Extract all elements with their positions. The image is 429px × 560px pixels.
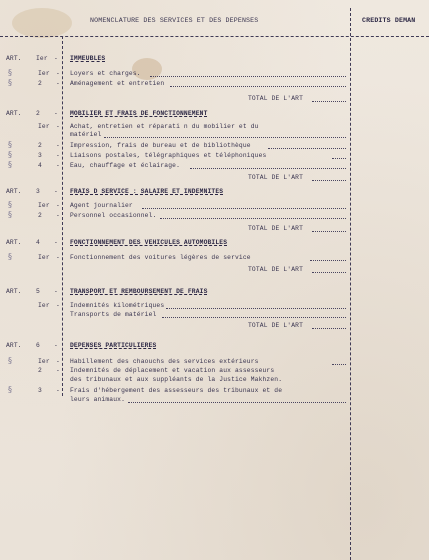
total-label: TOTAL DE L'ART (248, 266, 304, 273)
item-num: 2 (38, 80, 42, 87)
item-num: Ier (38, 202, 50, 209)
item-num: 4 (38, 162, 42, 169)
item-text: Personnel occasionnel. (70, 212, 157, 219)
art-number: 6 (36, 342, 40, 349)
leader-dots (162, 315, 346, 318)
total-label: TOTAL DE L'ART (248, 322, 304, 329)
paper-stain (12, 8, 72, 38)
art-number: 3 (36, 188, 40, 195)
section-mark-icon: § (8, 252, 12, 261)
item-num: Ier (38, 302, 50, 309)
item-num: Ier (38, 70, 50, 77)
art-label: ART. (6, 239, 22, 246)
item-text: Eau, chauffage et éclairage. (70, 162, 181, 169)
art-label: ART. (6, 55, 22, 62)
leader-dots (312, 229, 346, 232)
item-text: Liaisons postales, télégraphiques et téléphoniques (70, 152, 267, 159)
leader-dots (310, 258, 346, 261)
leader-dots (128, 400, 346, 403)
leader-dots (332, 156, 346, 159)
item-num: Ier (38, 123, 50, 130)
section-mark-icon: § (8, 140, 12, 149)
item-text-continued: leurs animaux. (70, 396, 126, 403)
item-text-continued: des tribunaux et aux suppléants de la Justice Makhzen. (70, 376, 283, 383)
section-mark-icon: § (8, 78, 12, 87)
item-text: Indemnités kilométriques (70, 302, 165, 309)
section-mark-icon: § (8, 150, 12, 159)
art-title: MOBILIER ET FRAIS DE FONCTIONNEMENT (70, 110, 208, 117)
total-label: TOTAL DE L'ART (248, 225, 304, 232)
item-text: Aménagement et entretien (70, 80, 165, 87)
item-text: Loyers et charges. (70, 70, 141, 77)
leader-dots (190, 166, 346, 169)
leader-dots (150, 74, 346, 77)
item-num: 2 (38, 367, 42, 374)
art-label: ART. (6, 110, 22, 117)
art-number: Ier (36, 55, 48, 62)
item-num: 2 (38, 212, 42, 219)
art-number: 4 (36, 239, 40, 246)
header-nomenclature: NOMENCLATURE DES SERVICES ET DES DEPENSES (90, 17, 259, 24)
section-mark-icon: § (8, 160, 12, 169)
item-num: 2 (38, 142, 42, 149)
leader-dots (142, 206, 346, 209)
item-num: 3 (38, 387, 42, 394)
leader-dots (332, 362, 346, 365)
item-text: Habillement des chaouchs des services extérieurs (70, 358, 259, 365)
document-page: NOMENCLATURE DES SERVICES ET DES DEPENSES CREDITS DEMAN ART. Ier - IMMEUBLES § Ier - Loyers et charges. § 2 - Aménagement et entretien TOTAL DE L'ART ART. 2 - MOBILIER ET FRAIS DE FONCTIONNEMENT Ier - Achat, entretien et réparati n du mobilier et du matériel § 2 - Impression, frais de bureau et de bibliothèque § 3 - Liaisons postales, télégraphiques et téléphoniques § 4 - Eau, chauffage et éclairage. TOTAL DE L'ART ART. 3 - FRAIS D SERVICE : SALAIRE ET INDEMNITES § Ier - Agent journalier § 2 - Personnel occasionnel. TOTAL DE L'ART ART. 4 - FONCTIONNEMENT DES VEHICULES AUTOMOBILES § Ier - Fonctionnement des voitures légères de service TOTAL DE L'ART ART. 5 - TRANSPORT ET REMBOURSEMENT DE FRAIS Ier - Indemnités kilométriques Transports de matériel TOTAL DE L'ART ART. 6 - DEPENSES PARTICULIERES § Ier - Habillement des chaouchs des services extérieurs 2 - Indemnités de déplacement et vacation aux assesseurs des tribunaux et aux suppléants de la Justice Makhzen. § 3 - Frais d'hébergement des assesseurs des tribunaux et de leurs animaux. (0, 0, 429, 560)
art-label: ART. (6, 288, 22, 295)
number-column-divider (62, 36, 63, 396)
item-num: Ier (38, 358, 50, 365)
total-label: TOTAL DE L'ART (248, 95, 304, 102)
item-num: Ier (38, 254, 50, 261)
section-mark-icon: § (8, 356, 12, 365)
art-number: 5 (36, 288, 40, 295)
column-divider (350, 8, 351, 560)
total-label: TOTAL DE L'ART (248, 174, 304, 181)
item-text: Impression, frais de bureau et de bibliothèque (70, 142, 251, 149)
item-text: Frais d'hébergement des assesseurs des tribunaux et de (70, 387, 283, 394)
leader-dots (312, 99, 346, 102)
art-title: FONCTIONNEMENT DES VEHICULES AUTOMOBILES (70, 239, 228, 246)
header-rule (0, 36, 429, 37)
header-credits: CREDITS DEMAN (362, 17, 416, 24)
section-mark-icon: § (8, 385, 12, 394)
section-mark-icon: § (8, 210, 12, 219)
item-text-continued: matériel (70, 131, 102, 138)
item-text: Agent journalier (70, 202, 133, 209)
item-text: Indemnités de déplacement et vacation aux assesseurs (70, 367, 275, 374)
art-title: DEPENSES PARTICULIERES (70, 342, 157, 349)
art-title: IMMEUBLES (70, 55, 106, 62)
leader-dots (268, 146, 346, 149)
art-number: 2 (36, 110, 40, 117)
art-title: TRANSPORT ET REMBOURSEMENT DE FRAIS (70, 288, 208, 295)
leader-dots (312, 326, 346, 329)
leader-dots (170, 84, 346, 87)
art-title: FRAIS D SERVICE : SALAIRE ET INDEMNITES (70, 188, 224, 195)
leader-dots (166, 306, 346, 309)
item-num: 3 (38, 152, 42, 159)
art-label: ART. (6, 342, 22, 349)
section-mark-icon: § (8, 68, 12, 77)
item-text: Achat, entretien et réparati n du mobilier et du (70, 123, 259, 130)
section-mark-icon: § (8, 200, 12, 209)
leader-dots (160, 216, 346, 219)
leader-dots (312, 270, 346, 273)
item-text: Fonctionnement des voitures légères de service (70, 254, 251, 261)
item-text: Transports de matériel (70, 311, 157, 318)
leader-dots (312, 178, 346, 181)
leader-dots (104, 135, 346, 138)
art-label: ART. (6, 188, 22, 195)
